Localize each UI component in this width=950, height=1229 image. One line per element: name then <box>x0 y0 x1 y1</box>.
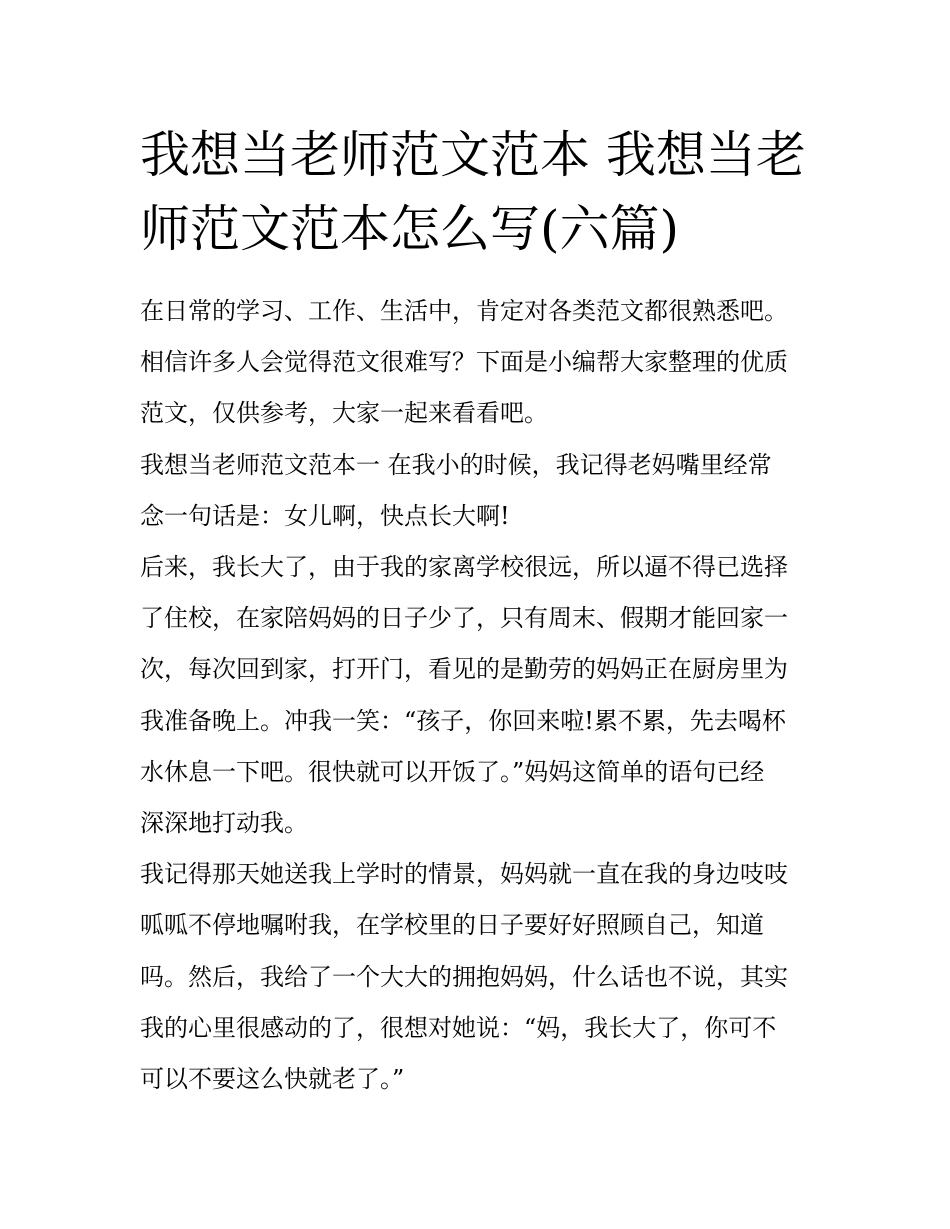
paragraph-3: 我记得那天她送我上学时的情景，妈妈就一直在我的身边吱吱 呱呱不停地嘱咐我，在学校里的日子要好好照顾自己，知道 吗。然后，我给了一个大大的拥抱妈妈，什么话也不说，其实 我的心里很感动的了，很想对她说：“妈，我长大了，你可不 可以不要这么快就老了。” <box>140 860 788 1094</box>
paragraph-2: 后来，我长大了，由于我的家离学校很远，所以逼不得已选择 了住校，在家陪妈妈的日子少了，只有周末、假期才能回家一 次，每次回到家，打开门，看见的是勤劳的妈妈正在厨房里为 我准备晚上。冲我一笑：“孩子，你回来啦!累不累，先去喝杯 水休息一下吧。很快就可以开饭了。”妈妈这简单的语句已经 深深地打动我。 <box>140 553 788 838</box>
paragraph-intro: 在日常的学习、工作、生活中，肯定对各类范文都很熟悉吧。 相信许多人会觉得范文很难写？下面是小编帮大家整理的优质 范文，仅供参考，大家一起来看看吧。 <box>140 297 788 428</box>
paragraph-1: 我想当老师范文范本一 在我小的时候，我记得老妈嘴里经常 念一句话是：女儿啊，快点长大啊! <box>140 450 772 530</box>
document-title: 我想当老师范文范本 我想当老 师范文范本怎么写(六篇) <box>140 126 806 258</box>
document-page <box>140 118 812 1105</box>
